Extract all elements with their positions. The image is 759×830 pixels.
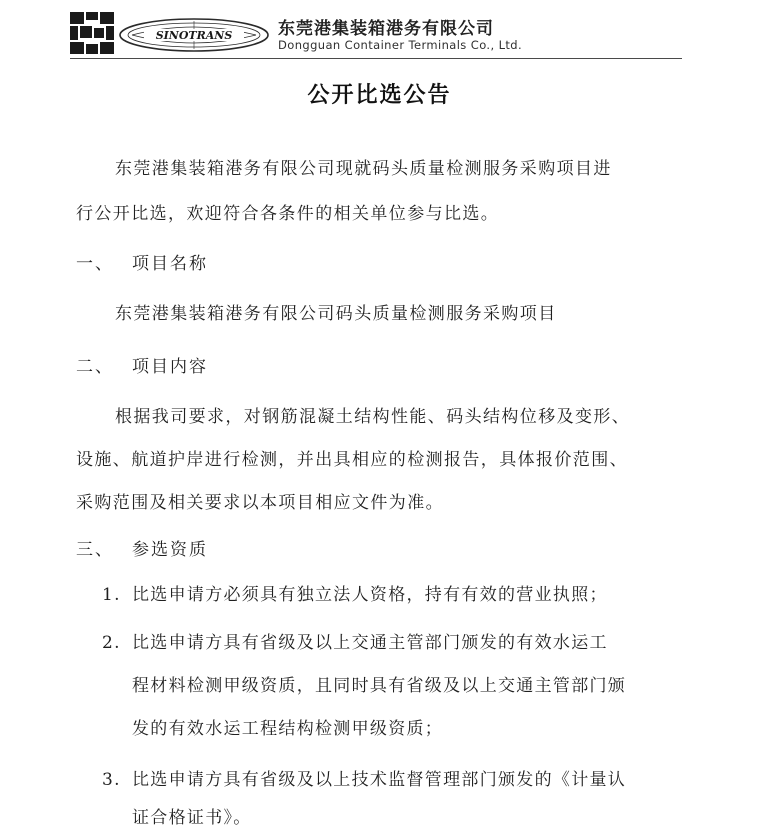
item-number: 2. — [102, 633, 121, 653]
sinotrans-logo-text: SINOTRANS — [155, 29, 233, 42]
section-number: 二、 — [76, 357, 114, 377]
item-text: 比选申请方具有省级及以上交通主管部门颁发的有效水运工 — [132, 633, 608, 653]
letterhead — [70, 12, 682, 58]
section-heading-3 — [76, 535, 208, 560]
document-title: 公开比选公告 — [307, 83, 452, 108]
section-2-line-2: 设施、航道护岸进行检测，并出具相应的检测报告，具体报价范围、 — [76, 450, 628, 470]
section-heading-1 — [76, 249, 208, 274]
section-2-line-1: 根据我司要求，对钢筋混凝土结构性能、码头结构位移及变形、 — [115, 407, 631, 427]
company-name-en: Dongguan Container Terminals Co., Ltd. — [278, 38, 523, 52]
company-name-cn: 东莞港集装箱港务有限公司 — [278, 19, 494, 39]
section-2-line-3: 采购范围及相关要求以本项目相应文件为准。 — [76, 493, 444, 513]
section-number: 一、 — [76, 254, 114, 274]
qualification-item-2-line-3: 发的有效水运工程结构检测甲级资质； — [132, 719, 444, 739]
qualification-item-3 — [102, 765, 626, 790]
intro-line-2: 行公开比选，欢迎符合各条件的相关单位参与比选。 — [76, 204, 500, 224]
qualification-item-3-line-2: 证合格证书》。 — [132, 808, 252, 828]
qualification-item-2-line-2: 程材料检测甲级资质，且同时具有省级及以上交通主管部门颁 — [132, 676, 627, 696]
item-number: 1. — [102, 585, 121, 605]
intro-line-1: 东莞港集装箱港务有限公司现就码头质量检测服务采购项目进 — [115, 159, 612, 179]
section-heading-2 — [76, 352, 208, 377]
item-text: 比选申请方必须具有独立法人资格，持有有效的营业执照； — [132, 585, 608, 605]
item-number: 3. — [102, 770, 121, 790]
sinotrans-logo-icon — [118, 17, 270, 53]
section-1-line-1: 东莞港集装箱港务有限公司码头质量检测服务采购项目 — [115, 304, 557, 324]
header-divider — [70, 58, 682, 59]
item-text: 比选申请方具有省级及以上技术监督管理部门颁发的《计量认 — [132, 770, 627, 790]
section-title: 参选资质 — [132, 540, 208, 560]
qualification-item-2 — [102, 628, 608, 653]
section-title: 项目名称 — [132, 254, 208, 274]
company-logo-mark-icon — [70, 12, 114, 54]
section-title: 项目内容 — [132, 357, 208, 377]
section-number: 三、 — [76, 540, 114, 560]
qualification-item-1 — [102, 580, 608, 605]
